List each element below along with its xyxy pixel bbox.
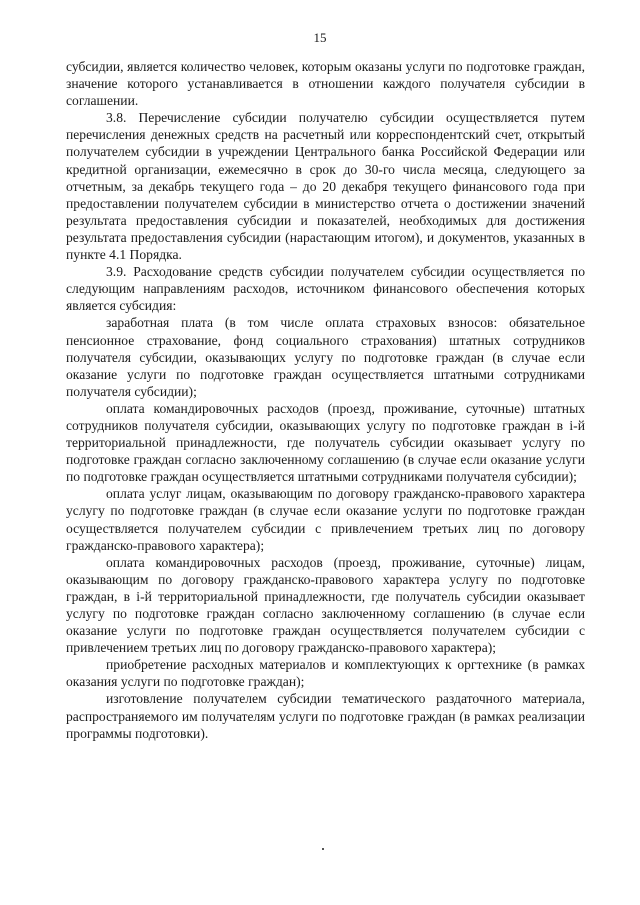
list-item-contractor-travel: оплата командировочных расходов (проезд, проживание, суточные) лицам, оказывающим по договору гражданско-правового характера услугу по подготовке граждан, в i-й территориальной принадлежности, где получатель субсидии оказывает услугу по подготовке граждан согласно заключенному соглашению (в случае если оказание услуги по подготовке граждан осуществляется получателем субсидии с привлечением третьих лиц по договору гражданско-правового характера); — [66, 554, 585, 656]
paragraph-3-9: 3.9. Расходование средств субсидии получателем субсидии осуществляется по следующим направлениям расходов, источником финансового обеспечения которых является субсидия: — [66, 264, 585, 314]
page-number: 15 — [313, 30, 327, 45]
list-item-staff-travel: оплата командировочных расходов (проезд, проживание, суточные) штатных сотрудников получателя субсидии, оказывающих услугу по подготовке граждан в i-й территориальной принадлежности, где получатель субсидии оказывает услугу по подготовке граждан согласно заключенному соглашению (в случае если оказание услуги по подготовке граждан осуществляется штатными сотрудниками получателя субсидии); — [66, 400, 585, 485]
paragraph-3-8: 3.8. Перечисление субсидии получателю субсидии осуществляется путем перечисления денежных средств на расчетный или корреспондентский счет, открытый получателем субсидии в учреждении Центрального банка Российской Федерации или кредитной организации, ежемесячно в срок до 30-го числа месяца, следующего за отчетным, за декабрь текущего года – до 20 декабря текущего финансового года при предоставлении получателем субсидии в министерство отчета о достижении значений результата предоставления субсидии и показателей, необходимых для достижения результата предоставления субсидии (нарастающим итогом), и документов, указанных в пункте 4.1 Порядка. — [66, 110, 585, 263]
list-item-supplies: приобретение расходных материалов и комплектующих к оргтехнике (в рамках оказания услуги по подготовке граждан); — [66, 657, 585, 690]
scan-speck — [322, 848, 324, 850]
list-item-handouts: изготовление получателем субсидии тематического раздаточного материала, распространяемого им получателям услуги по подготовке граждан (в рамках реализации программы подготовки). — [66, 691, 585, 741]
paragraph-continuation: субсидии, является количество человек, которым оказаны услуги по подготовке граждан, значение которого устанавливается в отношении каждого получателя субсидии в соглашении. — [66, 59, 585, 109]
list-item-contractor-services: оплата услуг лицам, оказывающим по договору гражданско-правового характера услугу по подготовке граждан (в случае если оказание услуги по подготовке граждан осуществляется получателем субсидии с привлечением третьих лиц по договору гражданско-правового характера); — [66, 486, 585, 553]
list-item-salary: заработная плата (в том числе оплата страховых взносов: обязательное пенсионное страхование, фонд социального страхования) штатных сотрудников получателя субсидии, оказывающих услугу по подготовке граждан (в случае если оказание услуги по подготовке граждан осуществляется штатными сотрудниками получателя субсидии); — [66, 315, 585, 399]
document-body — [66, 58, 585, 742]
